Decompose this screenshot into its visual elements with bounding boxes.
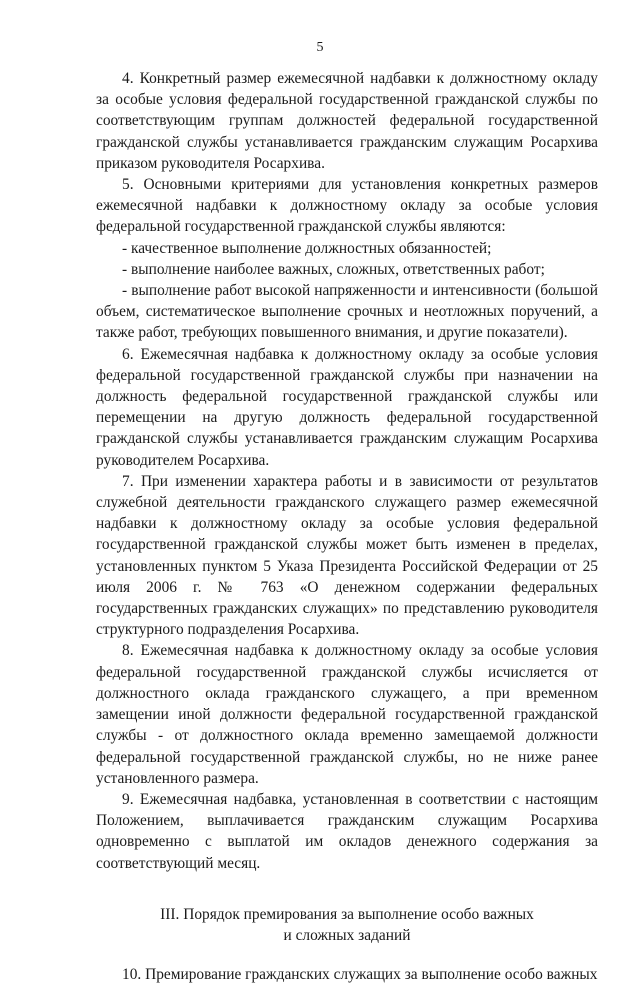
criteria-item-1: - качественное выполнение должностных обязанностей; [122, 239, 492, 257]
criteria-item-3: - выполнение работ высокой напряженности и интенсивности (большой объем, систематическое выполнение срочных и неотложных поручений, а также работ, требующих повышенного внимания, и другие показатели). [96, 282, 598, 342]
section-3-title-line-1: III. Порядок премирования за выполнение особо важных [160, 905, 534, 923]
paragraph-7: 7. При изменении характера работы и в зависимости от результатов служебной деятельности гражданского служащего размер ежемесячной надбавки к должностному окладу за особые условия федеральной государственной гражданской службы может быть изменен в пределах, установленных пунктом 5 Указа Президента Российской Федерации от 25 июля 2006 г. № 763 «О денежном содержании федеральных государственных гражданских служащих» по представлению руководителя структурного подразделения Росархива. [96, 472, 598, 639]
document-body [96, 68, 598, 985]
paragraph-8: 8. Ежемесячная надбавка к должностному окладу за особые условия федеральной государственной гражданской службы исчисляется от должностного оклада гражданского служащего, а при временном замещении иной должности федеральной государственной гражданской службы - от должностного оклада временно замещаемой должности федеральной государственной гражданской службы, но не ниже ранее установленного размера. [96, 642, 598, 787]
criteria-item-2: - выполнение наиболее важных, сложных, ответственных работ; [122, 260, 545, 278]
paragraph-4: 4. Конкретный размер ежемесячной надбавки к должностному окладу за особые условия федеральной государственной гражданской службы по соответствующим группам должностей федеральной государственной гражданской службы устанавливается гражданским служащим Росархива приказом руководителя Росархива. [96, 70, 598, 172]
section-3-title [96, 904, 598, 946]
paragraph-6: 6. Ежемесячная надбавка к должностному окладу за особые условия федеральной государственной гражданской службы при назначении на должность федеральной государственной гражданской службы или перемещении на другую должность федеральной государственной гражданской службы устанавливается гражданским служащим Росархива руководителем Росархива. [96, 345, 598, 469]
page-number: 5 [316, 40, 324, 55]
paragraph-9: 9. Ежемесячная надбавка, установленная в соответствии с настоящим Положением, выплачивается гражданским служащим Росархива одновременно с выплатой им окладов денежного содержания за соответствующий месяц. [96, 790, 598, 872]
paragraph-5: 5. Основными критериями для установления конкретных размеров ежемесячной надбавки к должностному окладу за особые условия федеральной государственной гражданской службы являются: [96, 176, 598, 236]
paragraph-10: 10. Премирование гражданских служащих за выполнение особо важных [122, 966, 598, 984]
section-3-title-line-2: и сложных заданий [283, 926, 411, 944]
